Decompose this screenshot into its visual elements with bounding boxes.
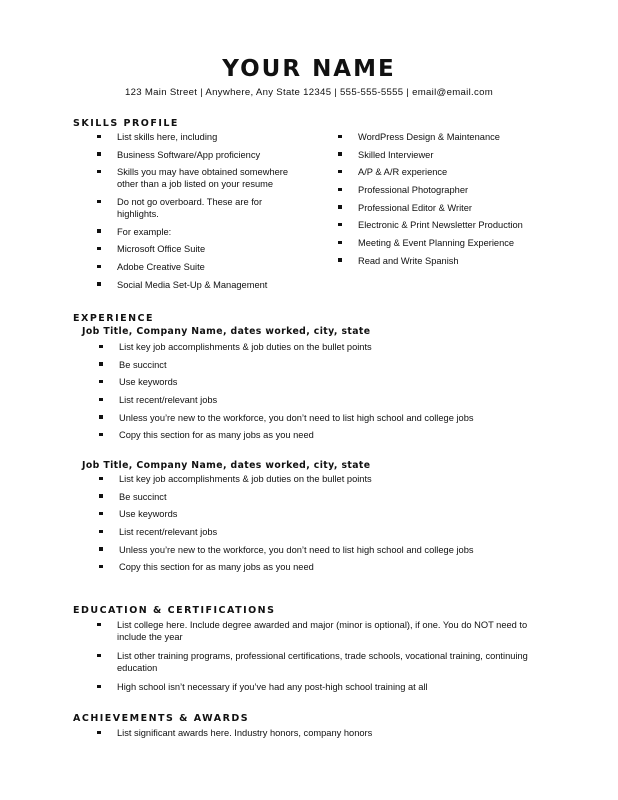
list-item: Use keywords: [99, 376, 569, 388]
job-title: Job Title, Company Name, dates worked, city, state: [82, 460, 371, 471]
list-item: Skills you may have obtained somewhere other than a job listed on your resume: [97, 166, 302, 190]
list-item: WordPress Design & Maintenance: [338, 131, 578, 143]
experience-section-title: EXPERIENCE: [73, 313, 155, 324]
list-item: List recent/relevant jobs: [99, 394, 569, 406]
list-item: List other training programs, professional certifications, trade schools, vocational training, continuing education: [97, 650, 552, 674]
list-item: Meeting & Event Planning Experience: [338, 237, 578, 249]
education-list: [97, 619, 552, 700]
skills-left-list: [97, 131, 302, 297]
list-item: List key job accomplishments & job duties on the bullet points: [99, 341, 569, 353]
list-item: Microsoft Office Suite: [97, 243, 302, 255]
resume-name: YOUR NAME: [222, 56, 396, 82]
list-item: Adobe Creative Suite: [97, 261, 302, 273]
list-item: List college here. Include degree awarded and major (minor is optional), if one. You do NOT need to include the year: [97, 619, 552, 643]
list-item: List skills here, including: [97, 131, 302, 143]
list-item: Be succinct: [99, 359, 569, 371]
list-item: Skilled Interviewer: [338, 149, 578, 161]
skills-section-title: SKILLS PROFILE: [73, 118, 179, 129]
list-item: For example:: [97, 226, 302, 238]
achievements-section-title: ACHIEVEMENTS & AWARDS: [73, 713, 250, 724]
list-item: Business Software/App proficiency: [97, 149, 302, 161]
job-title: Job Title, Company Name, dates worked, city, state: [82, 326, 371, 337]
list-item: Unless you’re new to the workforce, you don’t need to list high school and college jobs: [99, 544, 569, 556]
achievements-list: [97, 727, 552, 739]
job-bullet-list: [99, 473, 569, 579]
list-item: Use keywords: [99, 508, 569, 520]
list-item: Social Media Set-Up & Management: [97, 279, 302, 291]
job-bullet-list: [99, 341, 569, 447]
list-item: List significant awards here. Industry honors, company honors: [97, 727, 552, 739]
list-item: Copy this section for as many jobs as you need: [99, 561, 569, 573]
list-item: Copy this section for as many jobs as you need: [99, 429, 569, 441]
list-item: List key job accomplishments & job duties on the bullet points: [99, 473, 569, 485]
list-item: Read and Write Spanish: [338, 255, 578, 267]
list-item: High school isn’t necessary if you’ve had any post-high school training at all: [97, 681, 552, 693]
list-item: Do not go overboard. These are for highlights.: [97, 196, 302, 220]
list-item: Electronic & Print Newsletter Production: [338, 219, 578, 231]
education-section-title: EDUCATION & CERTIFICATIONS: [73, 605, 276, 616]
contact-line: 123 Main Street | Anywhere, Any State 12345 | 555-555-5555 | email@email.com: [125, 87, 493, 98]
list-item: Be succinct: [99, 491, 569, 503]
skills-right-list: [338, 131, 578, 273]
list-item: List recent/relevant jobs: [99, 526, 569, 538]
list-item: A/P & A/R experience: [338, 166, 578, 178]
list-item: Unless you’re new to the workforce, you don’t need to list high school and college jobs: [99, 412, 569, 424]
list-item: Professional Photographer: [338, 184, 578, 196]
list-item: Professional Editor & Writer: [338, 202, 578, 214]
